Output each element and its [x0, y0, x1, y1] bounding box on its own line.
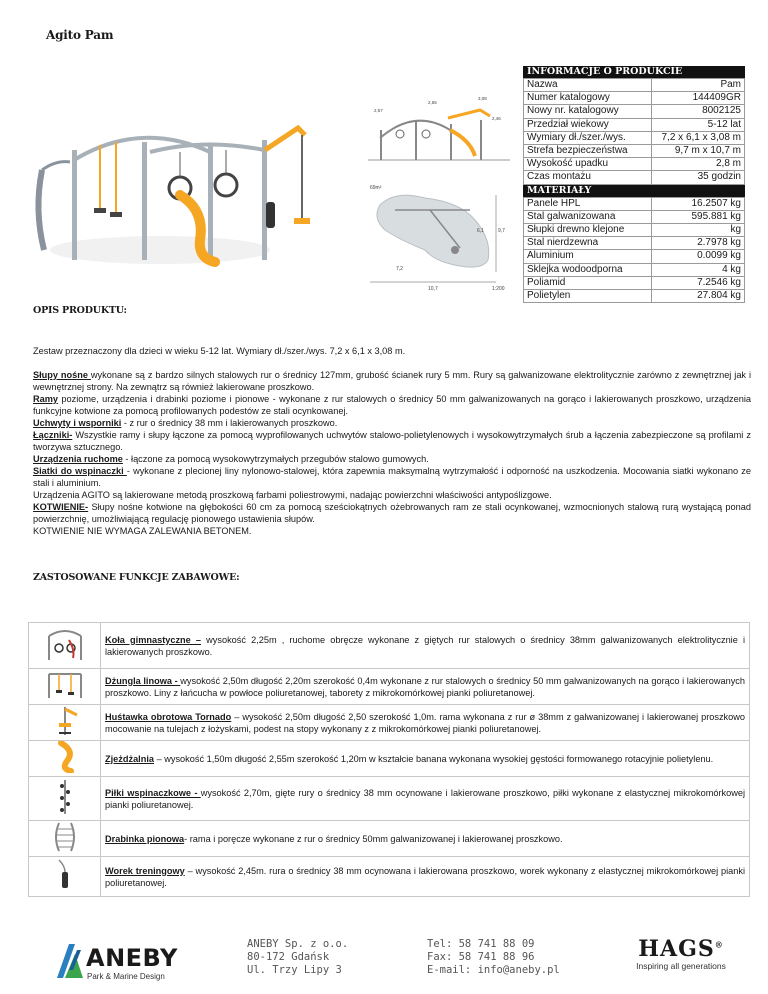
paragraph-text: - wykonane z plecionej liny nylonowo-stalowej, która zapewnia maksymalną wytrzymałość i odporność na uszkodzenia. Mocowania siatki wykonano ze stali i aluminium.	[33, 466, 751, 488]
height-label-3: 3,08	[478, 96, 487, 101]
dim-label-107: 10,7	[428, 286, 438, 292]
info-value: 7,2 x 6,1 x 3,08 m	[652, 131, 745, 144]
function-text: wysokość 2,70m, gięte rury o średnicy 38 mm ocynowane i lakierowane proszkowo, piłki wykonane z elastycznej mikrokomórkowej pianki poliuretanowej.	[105, 787, 746, 810]
hags-brand: HAGS	[638, 936, 715, 962]
description-paragraph	[33, 417, 751, 429]
gymnastic-rings-icon	[29, 623, 101, 669]
function-row	[29, 777, 750, 821]
function-text: - rama i poręcze wykonane z rur o średnicy 50mm galwanizowanej i lakierowanej proszkowo.	[184, 833, 563, 844]
paragraph-label: KOTWIENIE-	[33, 502, 89, 512]
material-label: Poliamid	[524, 276, 652, 289]
material-value: 4 kg	[652, 263, 745, 276]
function-text: wysokość 2,25m , ruchome obręcze wykonane z giętych rur stalowych o średnicy 38mm galwanizowanych elektrolitycznie i lakierowanych proszkowo.	[105, 634, 745, 657]
vertical-ladder-icon	[29, 821, 101, 857]
paragraph-text: wykonane są z bardzo silnych stalowych rur o średnicy 127mm, grubość ścianek rury 5 mm. Rury są galwanizowane elektrolitycznie zarówno z zewnętrznej jak i wewnętrznej strony. Na zewnątrz są również lakierowane proszkowo.	[33, 370, 751, 392]
description-paragraph	[33, 489, 751, 501]
paragraph-text: Wszystkie ramy i słupy łączone za pomocą wyprofilowanych uchwytów stalowo-polietylenowych i wysokowytrzymałych śrub a łączenia zabezpieczone są profilami z tworzywa sztucznego.	[33, 430, 751, 452]
function-description	[101, 669, 750, 705]
address-line-1: ANEBY Sp. z o.o.	[247, 938, 349, 950]
function-row	[29, 705, 750, 741]
info-value: 5-12 lat	[652, 118, 745, 131]
description-paragraph	[33, 465, 751, 489]
function-name: Piłki wspinaczkowe -	[105, 787, 201, 798]
info-label: Wymiary dł./szer./wys.	[524, 131, 652, 144]
company-contact	[427, 938, 560, 977]
scale-label: 1:200	[492, 286, 505, 292]
hags-tagline: Inspiring all generations	[636, 961, 726, 971]
description-paragraph	[33, 429, 751, 453]
info-label: Nowy nr. katalogowy	[524, 105, 652, 118]
info-row	[524, 105, 745, 118]
paragraph-text: KOTWIENIE NIE WYMAGA ZALEWANIA BETONEM.	[33, 526, 252, 536]
function-description	[101, 705, 750, 741]
material-label: Stal nierdzewna	[524, 237, 652, 250]
dim-label-61: 6,1	[477, 228, 484, 234]
product-info-panel	[523, 66, 745, 303]
function-text: – wysokość 2,45m. rura o średnicy 38 mm ocynowana i lakierowana proszkowo, worek wykonany z elastycznej mikrokomórkowej pianki poliuretanowej.	[105, 865, 745, 888]
function-description	[101, 857, 750, 897]
material-label: Sklejka wodoodporna	[524, 263, 652, 276]
function-name: Worek treningowy	[105, 865, 185, 876]
description-paragraph	[33, 369, 751, 393]
function-name: Huśtawka obrotowa Tornado	[105, 711, 232, 722]
info-value: Pam	[652, 79, 745, 92]
paragraph-text: - łączone za pomocą wysokowytrzymałych przegubów stalowo gumowych.	[122, 454, 429, 464]
function-text: – wysokość 1,50m długość 2,55m szerokość 1,20m w kształcie banana wykonana wysokiej gęstości formowanego rotacyjnie polietylenu.	[154, 753, 714, 764]
material-value: kg	[652, 224, 745, 237]
info-row	[524, 145, 745, 158]
info-value: 2,8 m	[652, 158, 745, 171]
material-row	[524, 224, 745, 237]
hags-registered-mark: ®	[714, 939, 724, 950]
material-row	[524, 250, 745, 263]
intro-text: Zestaw przeznaczony dla dzieci w wieku 5-12 lat. Wymiary dł./szer./wys. 7,2 x 6,1 x 3,08 m.	[33, 346, 406, 356]
function-row	[29, 623, 750, 669]
paragraph-label: Urządzenia ruchome	[33, 454, 123, 464]
company-address	[247, 938, 348, 977]
email: E-mail: info@aneby.pl	[427, 964, 560, 976]
material-value: 0.0099 kg	[652, 250, 745, 263]
material-label: Aluminium	[524, 250, 652, 263]
address-line-3: Ul. Trzy Lipy 3	[247, 964, 342, 976]
material-row	[524, 237, 745, 250]
phone: Tel: 58 741 88 09	[427, 938, 535, 950]
plan-drawing	[370, 185, 505, 292]
tornado-swing-icon	[29, 705, 101, 741]
aneby-logo	[55, 940, 178, 985]
function-description	[101, 821, 750, 857]
function-description	[101, 777, 750, 821]
area-label: 69m²	[370, 185, 382, 191]
aneby-logo-icon	[55, 940, 85, 980]
height-label-4: 2,46	[492, 116, 501, 121]
function-row	[29, 669, 750, 705]
materials-header: MATERIAŁY	[523, 185, 745, 197]
material-row	[524, 197, 745, 210]
paragraph-text: - z rur o średnicy 38 mm i lakierowanych proszkowo.	[121, 418, 338, 428]
material-value: 27.804 kg	[652, 290, 745, 303]
product-render	[38, 128, 310, 264]
material-value: 2.7978 kg	[652, 237, 745, 250]
info-row	[524, 158, 745, 171]
material-label: Panele HPL	[524, 197, 652, 210]
info-label: Przedział wiekowy	[524, 118, 652, 131]
info-row	[524, 79, 745, 92]
material-value: 595.881 kg	[652, 210, 745, 223]
info-label: Wysokość upadku	[524, 158, 652, 171]
info-value: 8002125	[652, 105, 745, 118]
aneby-brand: ANEBY	[86, 944, 178, 972]
paragraph-text: Urządzenia AGITO są lakierowane metodą proszkową farbami poliestrowymi, nadając powierzchni właściwości antypoślizgowe.	[33, 490, 552, 500]
paragraph-text: Słupy nośne kotwione na głębokości 60 cm za pomocą sześciokątnych ożebrowanych ram ze stali ocynkowanej, wzmocnionych stalową rurą wystającą ponad powierzchnię, umożliwiającą regulację pionowego ustawienia słupów.	[33, 502, 751, 524]
aneby-tagline: Park & Marine Design	[87, 972, 165, 981]
material-row	[524, 263, 745, 276]
function-name: Drabinka pionowa	[105, 833, 185, 844]
page-title: Agito Pam	[46, 28, 114, 42]
function-name: Zjeżdżalnia	[105, 753, 155, 764]
paragraph-label: Ramy	[33, 394, 59, 404]
description-paragraph	[33, 393, 751, 417]
info-value: 9,7 m x 10,7 m	[652, 145, 745, 158]
functions-table	[28, 622, 750, 897]
paragraph-text: poziome, urządzenia i drabinki poziome i pionowe - wykonane z rur stalowych o średnicy 50 mm galwanizowanych na gorąco i lakierowanych proszkowo, urządzenia funkcyjne kotwione za pomocą profilowanych podestów ze stali ocynkowanej.	[33, 394, 751, 416]
material-label: Słupki drewno klejone	[524, 224, 652, 237]
info-header: INFORMACJE O PRODUKCIE	[523, 66, 745, 78]
info-value: 144409GR	[652, 92, 745, 105]
function-description	[101, 741, 750, 777]
info-row	[524, 92, 745, 105]
info-label: Strefa bezpieczeństwa	[524, 145, 652, 158]
description-paragraph	[33, 453, 751, 465]
info-row	[524, 171, 745, 184]
climbing-balls-icon	[29, 777, 101, 821]
address-line-2: 80-172 Gdańsk	[247, 951, 330, 963]
description-body	[33, 369, 751, 537]
hags-logo	[626, 936, 736, 971]
material-label: Polietylen	[524, 290, 652, 303]
material-row	[524, 276, 745, 289]
height-label-2: 2,65	[428, 100, 437, 105]
info-label: Nazwa	[524, 79, 652, 92]
paragraph-label: Uchwyty i wsporniki	[33, 418, 122, 428]
function-name: Dżungla linowa -	[105, 675, 181, 686]
info-table	[523, 78, 745, 185]
material-row	[524, 290, 745, 303]
paragraph-label: Siatki do wspinaczki	[33, 466, 127, 476]
function-row	[29, 741, 750, 777]
material-value: 16.2507 kg	[652, 197, 745, 210]
dim-label-72: 7,2	[396, 266, 403, 272]
product-illustration	[30, 90, 520, 300]
rope-jungle-icon	[29, 669, 101, 705]
info-value: 35 godzin	[652, 171, 745, 184]
materials-table	[523, 197, 745, 304]
material-label: Stal galwanizowana	[524, 210, 652, 223]
info-label: Numer katalogowy	[524, 92, 652, 105]
function-text: wysokość 2,50m długość 2,20m szerokość 0,4m wykonane z rur stalowych o średnicy 50 mm galwanizowanych na gorąco i lakierowanych proszkowo. Liny z łańcucha w powłoce poliuretanowej, taborety z mikrokomórkowej pianki poliuretanowej.	[105, 675, 746, 698]
function-row	[29, 857, 750, 897]
function-name: Koła gimnastyczne –	[105, 634, 202, 645]
elevation-drawing	[368, 96, 510, 160]
material-value: 7.2546 kg	[652, 276, 745, 289]
punching-bag-icon	[29, 857, 101, 897]
dim-label-97: 9,7	[498, 228, 505, 234]
paragraph-label: Słupy nośne	[33, 370, 91, 380]
description-heading: OPIS PRODUKTU:	[33, 305, 127, 316]
fax: Fax: 58 741 88 96	[427, 951, 535, 963]
paragraph-label: Łączniki-	[33, 430, 73, 440]
description-paragraph	[33, 501, 751, 525]
function-row	[29, 821, 750, 857]
functions-heading: ZASTOSOWANE FUNKCJE ZABAWOWE:	[33, 572, 240, 583]
info-row	[524, 118, 745, 131]
description-paragraph	[33, 525, 751, 537]
info-label: Czas montażu	[524, 171, 652, 184]
slide-icon	[29, 741, 101, 777]
material-row	[524, 210, 745, 223]
height-label-1: 2,57	[374, 108, 383, 113]
footer	[0, 936, 768, 986]
function-text: – wysokość 2,50m długość 2,50 szerokość 1,0m. rama wykonana z rur ø 38mm z galwanizowanej i lakierowanej proszkowo mocowanie na tulejach z łożyskami, podest na stopy wykonany z z mikrokomórkowej pianki poliuretanowej.	[105, 711, 746, 734]
function-description	[101, 623, 750, 669]
info-row	[524, 131, 745, 144]
